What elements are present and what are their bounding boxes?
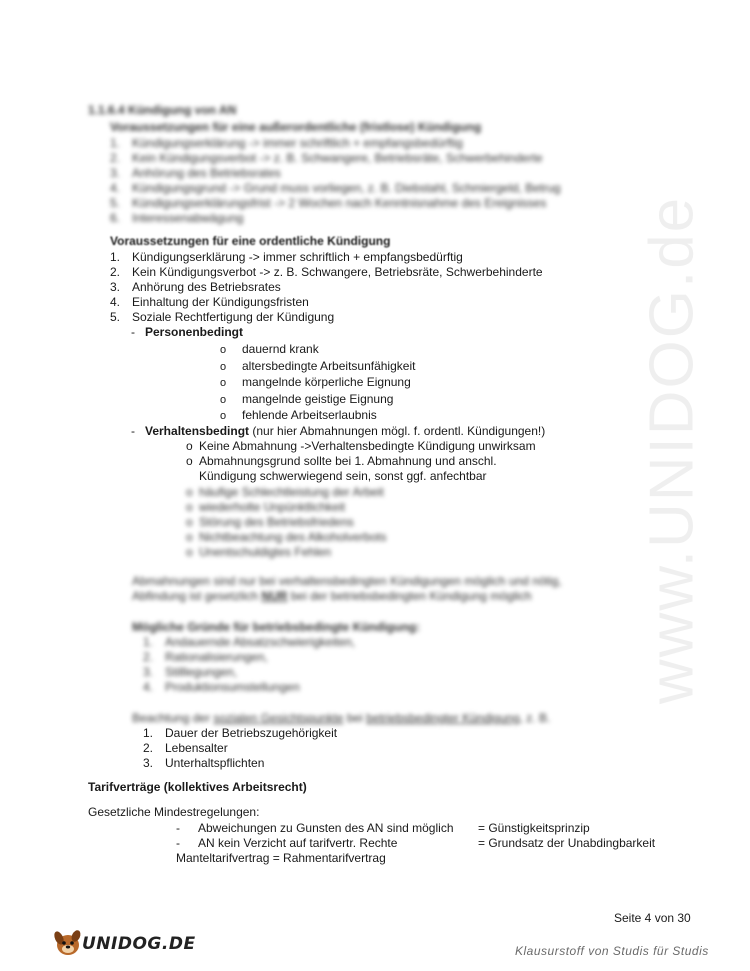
blurred-section-heading: 1.1.6.4 Kündigung von AN [88, 103, 237, 117]
blurred-list-item: 4. Produktionsumstellungen [143, 680, 300, 694]
list-item: o altersbedingte Arbeitsunfähigkeit [220, 359, 416, 373]
list-item: 3. Anhörung des Betriebsrates [110, 280, 281, 294]
blurred-list-item: 3. Stilllegungen, [143, 665, 238, 679]
page-number: Seite 4 von 30 [614, 911, 691, 925]
blurred-gruende-heading: Mögliche Gründe für betriebsbedingte Kündigung: [132, 620, 420, 634]
blurred-list-item: 5. Kündigungserklärungsfrist -> 2 Wochen nach Kenntnisnahme des Ereignisses [110, 196, 547, 210]
list-item: 2. Kein Kündigungsverbot -> z. B. Schwangere, Betriebsräte, Schwerbehinderte [110, 265, 543, 279]
blurred-list-item: 6. Interessenabwägung [110, 211, 244, 225]
blurred-paragraph-line: Abmahnungen sind nur bei verhaltensbedingten Kündigungen möglich und nötig, [132, 574, 562, 588]
tarif-row-right: = Grundsatz der Unabdingbarkeit [478, 836, 656, 850]
verhaltensbedingt-label: - Verhaltensbedingt (nur hier Abmahnungen mögl. f. ordentl. Kündigungen!) [131, 424, 546, 438]
blurred-list-item: o häufige Schlechtleistung der Arbeit [186, 485, 384, 499]
blurred-list-item: o Nichtbeachtung des Alkoholverbots [186, 530, 387, 544]
watermark: www.UNIDOG.de [637, 195, 707, 705]
tarif-intro: Gesetzliche Mindestregelungen: [88, 805, 260, 819]
blurred-subheading: Voraussetzungen für eine außerordentliche (fristlose) Kündigung [110, 120, 482, 134]
list-item: 2. Lebensalter [143, 741, 228, 755]
footer-tagline: Klausurstoff von Studis für Studis [515, 944, 709, 958]
list-item: o mangelnde körperliche Eignung [220, 375, 411, 389]
list-item: 3. Unterhaltspflichten [143, 756, 265, 770]
dog-icon [52, 926, 84, 958]
list-item-continuation: Kündigung schwerwiegend sein, sonst ggf. anfechtbar [199, 469, 487, 483]
tarif-heading: Tarifverträge (kollektives Arbeitsrecht) [88, 780, 307, 794]
list-item: o mangelnde geistige Eignung [220, 392, 394, 406]
blurred-sozial-line: Beachtung der sozialen Gesichtspunkte bei betriebsbedingter Kündigung, z. B. [132, 711, 551, 725]
tarif-mantel: Manteltarifvertrag = Rahmentarifvertrag [176, 851, 386, 865]
logo-text: UNIDOG.DE [82, 934, 196, 954]
list-item: o Abmahnungsgrund sollte bei 1. Abmahnung und anschl. [186, 454, 497, 468]
tarif-row: - AN kein Verzicht auf tarifvertr. Rechte [176, 836, 398, 850]
list-item: 5. Soziale Rechtfertigung der Kündigung [110, 310, 335, 324]
blurred-list-item: 2. Kein Kündigungsverbot -> z. B. Schwangere, Betriebsräte, Schwerbehinderte [110, 151, 543, 165]
blurred-list-item: 3. Anhörung des Betriebsrates [110, 166, 281, 180]
blurred-list-item: o wiederholte Unpünktlichkeit [186, 500, 346, 514]
ordentlich-heading: Voraussetzungen für eine ordentliche Kündigung [110, 234, 391, 248]
list-item: 4. Einhaltung der Kündigungsfristen [110, 295, 309, 309]
blurred-list-item: o Störung des Betriebsfriedens [186, 515, 354, 529]
blurred-list-item: 1. Andauernde Absatzschwierigkeiten, [143, 635, 356, 649]
blurred-list-item: 2. Rationalisierungen, [143, 650, 268, 664]
blurred-list-item: 1. Kündigungserklärung -> immer schriftlich + empfangsbedürftig [110, 136, 463, 150]
list-item: o Keine Abmahnung ->Verhaltensbedingte Kündigung unwirksam [186, 439, 536, 453]
list-item: o dauernd krank [220, 342, 319, 356]
personenbedingt-label: - Personenbedingt [131, 325, 244, 339]
tarif-row: - Abweichungen zu Gunsten des AN sind möglich [176, 821, 454, 835]
blurred-list-item: o Unentschuldigtes Fehlen [186, 545, 332, 559]
blurred-paragraph-line: Abfindung ist gesetzlich NUR bei der betriebsbedingten Kündigung möglich [132, 589, 532, 603]
list-item: 1. Dauer der Betriebszugehörigkeit [143, 726, 338, 740]
list-item: 1. Kündigungserklärung -> immer schriftlich + empfangsbedürftig [110, 250, 463, 264]
blurred-list-item: 4. Kündigungsgrund -> Grund muss vorliegen, z. B. Diebstahl, Schmiergeld, Betrug [110, 181, 561, 195]
list-item: o fehlende Arbeitserlaubnis [220, 408, 377, 422]
tarif-row-right: = Günstigkeitsprinzip [478, 821, 590, 835]
